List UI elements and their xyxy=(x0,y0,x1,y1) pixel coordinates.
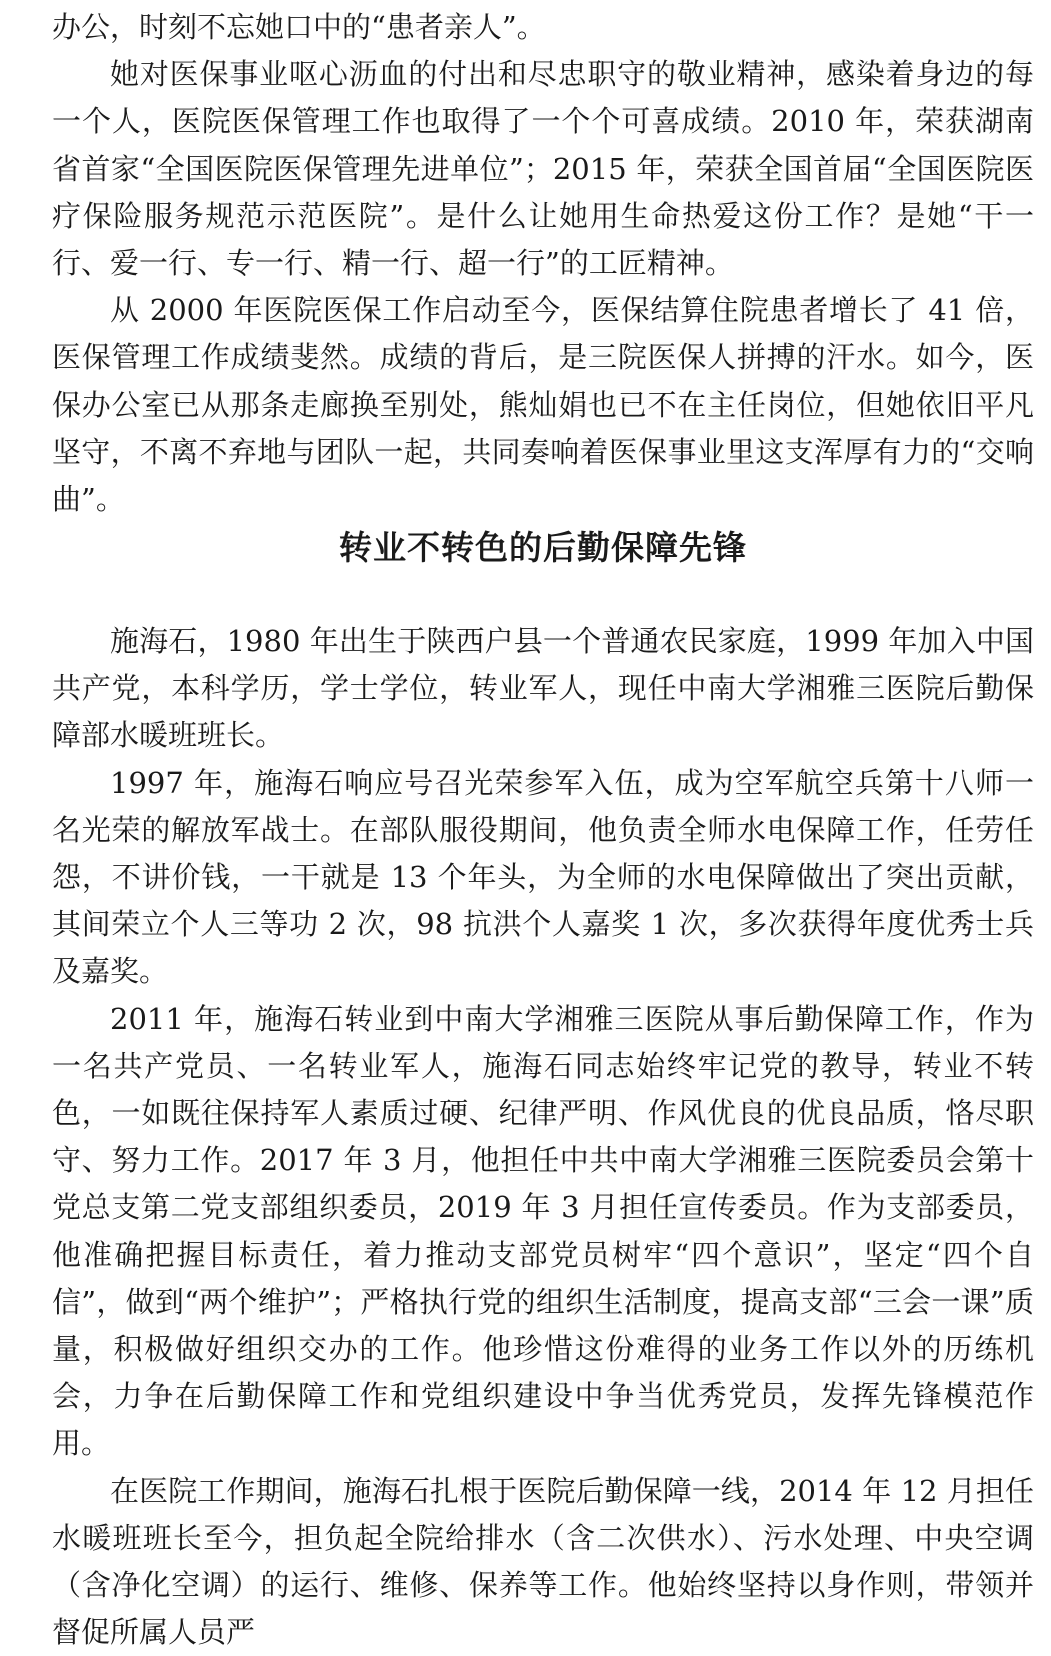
document-page xyxy=(52,0,1034,1650)
paragraph: 她对医保事业呕心沥血的付出和尽忠职守的敬业精神，感染着身边的每一个人，医院医保管理工作也取得了一个个可喜成绩。2010 年，荣获湖南省首家“全国医院医保管理先进单位”；2015 年，荣获全国首届“全国医院医疗保险服务规范示范医院”。是什么让她用生命热爱这份工作？是她“干一行、爱一行、专一行、精一行、超一行”的工匠精神。 xyxy=(52,57,1034,281)
article-body xyxy=(52,618,1034,1656)
article-continuation xyxy=(52,4,1034,523)
paragraph: 从 2000 年医院医保工作启动至今，医保结算住院患者增长了 41 倍，医保管理工作成绩斐然。成绩的背后，是三院医保人拼搏的汗水。如今，医保办公室已从那条走廊换至别处，熊灿娟也已不在主任岗位，但她依旧平凡坚守，不离不弃地与团队一起，共同奏响着医保事业里这支浑厚有力的“交响曲”。 xyxy=(52,293,1034,517)
paragraph: 1997 年，施海石响应号召光荣参军入伍，成为空军航空兵第十八师一名光荣的解放军战士。在部队服役期间，他负责全师水电保障工作，任劳任怨，不讲价钱，一干就是 13 个年头，为全师的水电保障做出了突出贡献，其间荣立个人三等功 2 次，98 抗洪个人嘉奖 1 次，多次获得年度优秀士兵及嘉奖。 xyxy=(52,765,1034,989)
paragraph: 在医院工作期间，施海石扎根于医院后勤保障一线，2014 年 12 月担任水暖班班长至今，担负起全院给排水（含二次供水）、污水处理、中央空调（含净化空调）的运行、维修、保养等工作。他始终坚持以身作则，带领并督促所属人员严 xyxy=(52,1473,1034,1650)
paragraph: 办公，时刻不忘她口中的“患者亲人”。 xyxy=(52,10,546,44)
paragraph: 施海石，1980 年出生于陕西户县一个普通农民家庭，1999 年加入中国共产党，本科学历，学士学位，转业军人，现任中南大学湘雅三医院后勤保障部水暖班班长。 xyxy=(52,624,1034,753)
section-heading: 转业不转色的后勤保障先锋 xyxy=(339,528,747,567)
paragraph: 2011 年，施海石转业到中南大学湘雅三医院从事后勤保障工作，作为一名共产党员、一名转业军人，施海石同志始终牢记党的教导，转业不转色，一如既往保持军人素质过硬、纪律严明、作风优良的优良品质，恪尽职守、努力工作。2017 年 3 月，他担任中共中南大学湘雅三医院委员会第十党总支第二党支部组织委员，2019 年 3 月担任宣传委员。作为支部委员，他准确把握目标责任，着力推动支部党员树牢“四个意识”，坚定“四个自信”，做到“两个维护”；严格执行党的组织生活制度，提高支部“三会一课”质量，积极做好组织交办的工作。他珍惜这份难得的业务工作以外的历练机会，力争在后勤保障工作和党组织建设中争当优秀党员，发挥先锋模范作用。 xyxy=(52,1001,1034,1461)
